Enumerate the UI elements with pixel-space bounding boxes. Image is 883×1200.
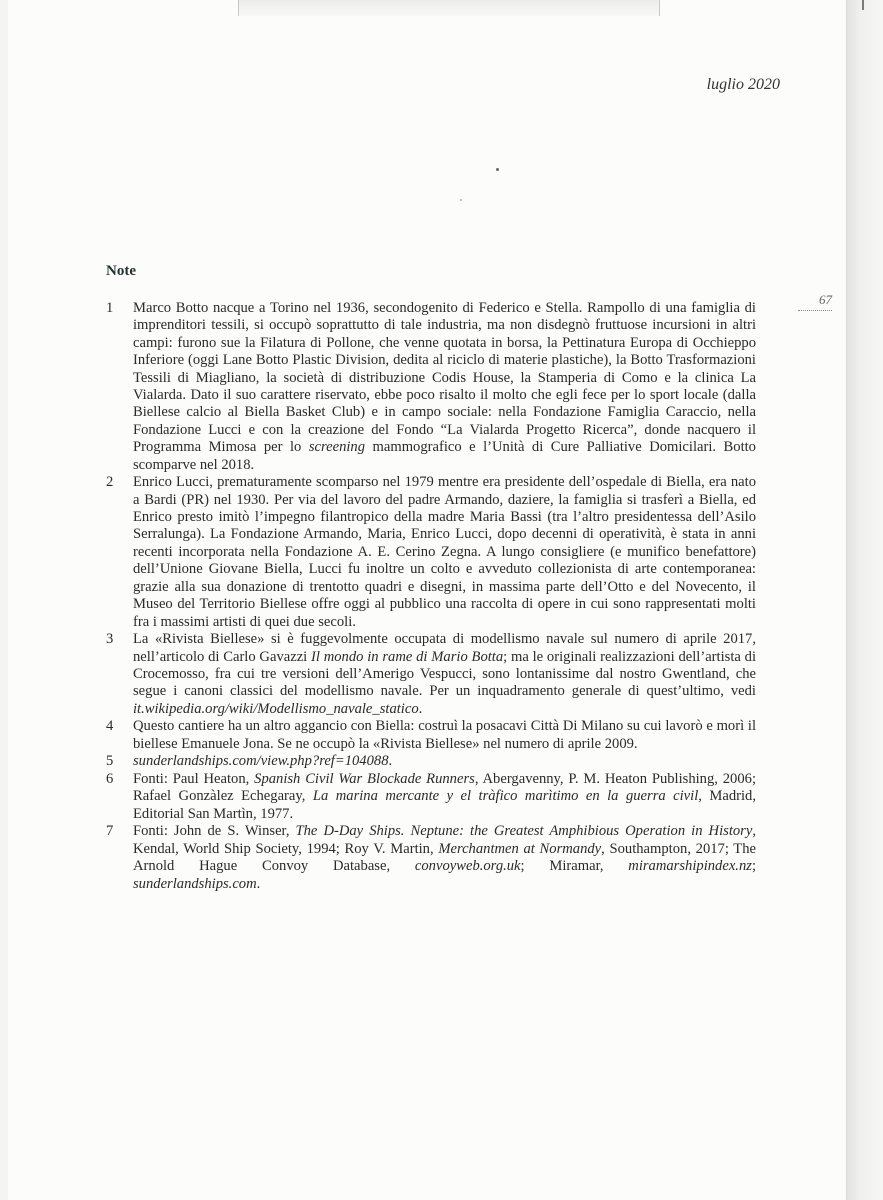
footnote-run: , Abergavenny, P. M. Heaton Publishing, 2006; Rafael Gonzàlez Echegaray,: [133, 770, 757, 805]
scan-edge: [846, 0, 883, 1200]
footnote-number: 4: [106, 718, 114, 735]
footnote-run: .: [418, 700, 423, 717]
footnote: [106, 631, 756, 718]
footnote-italic-run: The D-Day Ships. Neptune: the Greatest Amphibious Operation in History: [295, 823, 753, 840]
footnote-text: [133, 300, 756, 473]
footnote-text: [133, 718, 756, 751]
footnote-italic-run: sunderlandships.com/view.php?ref=104088: [133, 753, 389, 770]
notes-heading: Note: [106, 263, 136, 279]
footnote-run: , Kendal, World Ship Society, 1994; Roy V. Martin,: [133, 823, 756, 857]
notes-list: [106, 300, 756, 893]
footnote-italic-run: Il mondo in rame di Mario Botta: [311, 648, 504, 665]
footnote-run: mammografico e l’Unità di Cure Palliative Domicilari. Botto scomparve nel 2018.: [133, 439, 756, 473]
scan-top-bar: [238, 0, 660, 16]
footnote-run: Questo cantiere ha un altro aggancio con Biella: costruì la posacavi Città Di Milano su cui lavorò e morì il biellese Emanuele Jona. Se ne occupò la «Rivista Biellese» nel numero di aprile 2009.: [133, 718, 756, 752]
footnote-run: ; Miramar,: [520, 858, 629, 875]
footnote-text: [133, 771, 756, 822]
footnote-run: .: [388, 753, 393, 770]
footnote-run: , Southampton, 2017; The Arnold Hague Convoy Database,: [133, 840, 756, 875]
running-head-date: luglio 2020: [706, 76, 780, 93]
footnote-run: Fonti: John de S. Winser,: [133, 823, 296, 840]
footnote-number: 5: [106, 753, 114, 770]
footnote: [106, 753, 756, 770]
footnote-italic-run: Spanish Civil War Blockade Runners: [254, 770, 475, 787]
footnote-run: Enrico Lucci, prematuramente scomparso nel 1979 mentre era presidente dell’ospedale di Biella, era nato a Bardi (PR) nel 1930. Per via del lavoro del padre Armando, daziere, la famiglia si trasferì a Biella, ed Enrico presto imitò l’impegno filantropico della madre Maria Bassi (tra l’altro presidentessa dell’Asilo Serralunga). La Fondazione Armando, Maria, Enrico Lucci, dopo decenni di operatività, è stata in anni recenti incorporata nella Fondazione A. E. Cerino Zegna. A lungo consigliere (e munifico benefattore) dell’Unione Giovane Biella, Lucci fu inoltre un colto e avveduto collezionista di arte contemporanea: grazie alla sua donazione di trentotto quadri e disegni, in massima parte dell’Otto e del Novecento, il Museo del Territorio Biellese offre oggi al pubblico una raccolta di opere in cui sono rappresentati molti fra i massimi artisti di quei due secoli.: [133, 474, 756, 630]
dust-speck: [460, 199, 462, 201]
footnote-run: Marco Botto nacque a Torino nel 1936, secondogenito di Federico e Stella. Rampollo di una famiglia di imprenditori tessili, si occupò soprattutto di tale industria, ma non disdegnò fruttuose incursioni in altri campi: furono sue la Filatura di Pollone, che venne quotata in borsa, la Pettinatura Europa di Occhieppo Inferiore (oggi Lane Botto Plastic Division, dedita al riciclo di materie plastiche), la Botto Trasformazioni Tessili di Miagliano, la società di distribuzione Codis House, la Stamperia di Como e la clinica La Vialarda. Dato il suo carattere riservato, ebbe poco risalto il molto che egli fece per lo sport locale (dalla Biellese calcio al Biella Basket Club) e in campo sociale: nella Fondazione Famiglia Caraccio, nella Fondazione Lucci e con la creazione del Fondo “La Vialarda Progetto Ricerca”, donde nacquero il Programma Mimosa per lo: [133, 300, 756, 456]
footnote-run: ;: [751, 858, 756, 875]
footnote-text: [133, 823, 756, 891]
footnote-italic-run: La marina mercante y el tràfico marìtimo en la guerra civil: [312, 788, 699, 805]
footnote-number: 2: [106, 474, 114, 491]
footnote-text: [133, 631, 756, 717]
footnote-number: 1: [106, 300, 114, 316]
dust-speck: [496, 168, 499, 171]
scan-mark: [862, 0, 864, 10]
footnote: [106, 718, 756, 753]
footnote-text: [133, 474, 756, 629]
footnote-italic-run: convoyweb.org.uk: [414, 858, 521, 875]
footnote-number: 7: [106, 823, 114, 840]
footnote-italic-run: screening: [308, 439, 366, 456]
footnote-italic-run: miramarshipindex.nz: [628, 858, 752, 875]
footnote: [106, 823, 756, 893]
footnote-italic-run: Merchantmen at Normandy: [438, 840, 602, 857]
footnote-run: ; ma le originali realizzazioni dell’artista di Crocemosso, fra cui tre versioni dell’Amerigo Vespucci, sono lontanissime dal nostro Gwentland, che segue i canoni classici del modellismo navale. Per un inquadramento generale di quest’ultimo, vedi: [133, 648, 756, 700]
footnote-text: [133, 753, 392, 769]
footnote: [106, 300, 756, 474]
footnote-number: 3: [106, 631, 114, 648]
footnote-italic-run: it.wikipedia.org/wiki/Modellismo_navale_statico: [133, 700, 419, 717]
footnote: [106, 474, 756, 631]
footnote: [106, 771, 756, 823]
page-number: 67: [798, 292, 832, 311]
footnote-number: 6: [106, 770, 114, 787]
footnote-run: .: [256, 875, 261, 892]
footnote-run: La «Rivista Biellese» si è fuggevolmente occupata di modellismo navale sul numero di aprile 2017, nell’articolo di Carlo Gavazzi: [133, 631, 756, 665]
footnote-run: Fonti: Paul Heaton,: [133, 770, 255, 787]
footnote-italic-run: sunderlandships.com: [133, 875, 257, 892]
footnote-run: , Madrid, Editorial San Martìn, 1977.: [133, 788, 756, 822]
